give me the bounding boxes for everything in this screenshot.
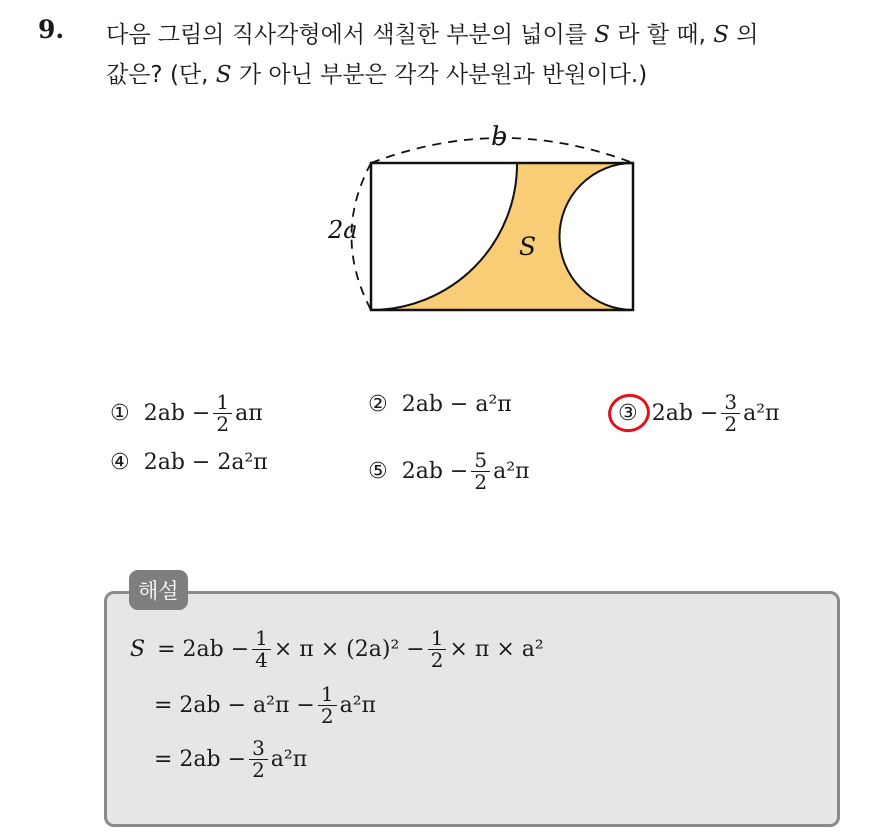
choice-expr: 2ab − a²π [401,392,512,417]
fraction-numerator: 1 [318,684,337,706]
question-number: 9. [38,15,65,44]
fraction-numerator: 5 [471,450,490,472]
choice-4[interactable] [110,450,268,475]
fraction-denominator: 4 [255,648,268,672]
fraction-denominator: 2 [320,704,334,728]
solution-part: × π × (2a)² − [273,637,425,662]
fraction [213,392,232,435]
fraction-numerator: 1 [428,628,447,650]
fraction [318,684,337,727]
label-b: b [491,122,508,152]
fraction [721,392,740,435]
solution-line-3 [154,738,307,781]
fraction-numerator: 3 [249,738,268,760]
choice-1[interactable] [110,392,263,435]
rectangle-figure [320,118,650,328]
question-text-line1 [106,16,759,49]
fraction-numerator: 1 [213,392,232,414]
question-text-part: 라 할 때, [617,22,706,48]
solution-part: a²π [339,693,377,718]
question-text-part: 다음 그림의 직사각형에서 색칠한 부분의 넓이를 [106,22,587,48]
solution-part: = 2ab − [157,637,250,662]
var-s: S [713,22,729,48]
choice-5[interactable] [368,450,530,493]
choice-expr-part: 2ab − [143,401,211,426]
solution-part: = 2ab − a²π − [154,693,315,718]
fraction-denominator: 2 [430,648,444,672]
solution-part: a²π [270,747,308,772]
choice-number: ③ [618,401,638,426]
solution-tag: 해설 [129,570,188,610]
fraction-denominator: 2 [252,758,265,782]
fraction [471,450,490,493]
question-text-part: 값은? (단, [106,62,209,88]
var-s: S [215,62,232,88]
fraction [249,738,268,781]
solution-line-2 [154,684,376,727]
fraction-numerator: 1 [252,628,271,650]
label-s: S [519,232,537,261]
choice-2[interactable] [368,392,512,417]
answer-circle-mark [605,390,654,436]
choice-expr-part: aπ [235,401,263,426]
choice-number: ① [110,401,130,426]
var-s: S [594,22,610,48]
question-text-line2 [106,56,647,89]
fraction-denominator: 2 [216,412,230,436]
question-text-part: 가 아닌 부분은 각각 사분원과 반원이다.) [238,62,648,88]
solution-part: = 2ab − [154,747,247,772]
label-2a: 2a [328,216,358,244]
choice-expr-part: a²π [493,459,530,484]
solution-part: × π × a² [449,637,544,662]
choice-number: ② [368,392,388,417]
choice-expr-part: a²π [743,401,780,426]
fraction [428,628,447,671]
choice-number: ⑤ [368,459,388,484]
fraction [252,628,271,671]
fraction-denominator: 2 [474,470,488,494]
choice-3[interactable] [618,392,780,435]
fraction-denominator: 2 [724,412,738,436]
choice-expr-part: 2ab − [401,459,469,484]
choice-expr: 2ab − 2a²π [143,450,268,475]
solution-line-1 [130,628,544,671]
shaded-region-s [371,163,633,310]
fraction-numerator: 3 [721,392,740,414]
question-text-part: 의 [736,22,759,48]
choice-number: ④ [110,450,130,475]
choice-expr-part: 2ab − [651,401,719,426]
solution-lhs: S [130,637,146,662]
